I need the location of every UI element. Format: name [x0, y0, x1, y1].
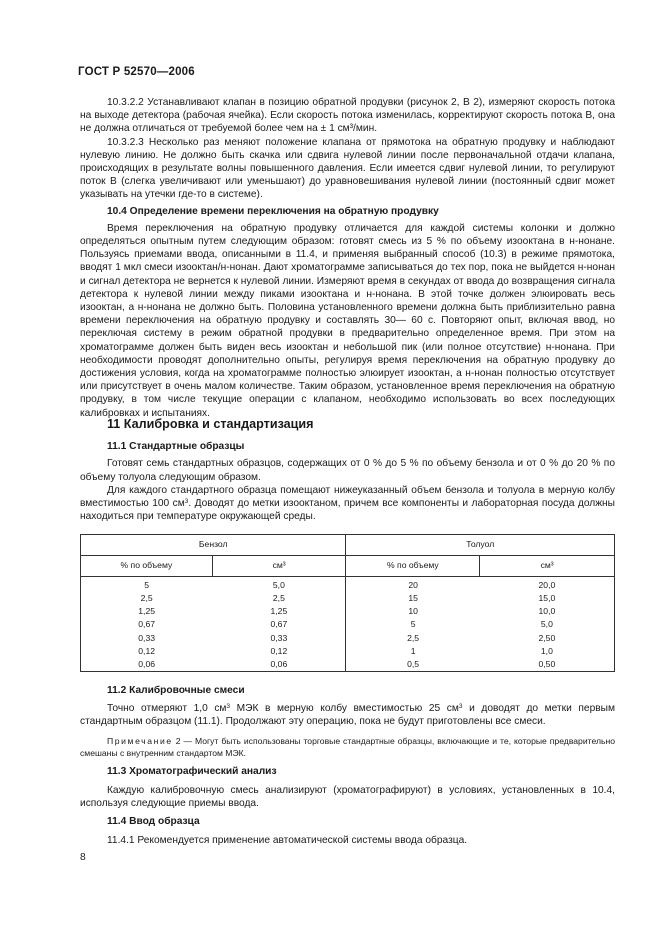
cell-benzene-pct: 0,12 — [81, 645, 213, 658]
section-11 — [80, 418, 615, 523]
col-benzene-cm3: см³ — [212, 556, 346, 577]
cell-benzene-pct: 5 — [81, 577, 213, 593]
col-toluene-cm3: см³ — [480, 556, 615, 577]
table-row — [81, 577, 615, 593]
paragraph-11-1-a: Готовят семь стандартных образцов, содержащих от 0 % до 5 % по объему бензола и от 0 % до 20 % по объему толуола следующим образом. — [80, 458, 615, 483]
col-benzene-pct: % по объему — [81, 556, 213, 577]
cell-toluene-pct: 15 — [346, 592, 480, 605]
cell-benzene-cm3: 5,0 — [272, 580, 285, 591]
cell-benzene-pct: 0,67 — [81, 618, 213, 631]
heading-11-1: 11.1 Стандартные образцы — [107, 441, 245, 453]
paragraph-11-4-1: 11.4.1 Рекомендуется применение автоматической системы ввода образца. — [107, 835, 468, 847]
cell-benzene-cm3: 1,25 — [270, 606, 288, 617]
cell-benzene-pct: 2,5 — [81, 592, 213, 605]
heading-11-2: 11.2 Калибровочные смеси — [107, 685, 245, 696]
paragraph-11-3: Каждую калибровочную смесь анализируют (хроматографируют) в условиях, установленных в 10.4, используя следующие приемы ввода. — [80, 784, 615, 809]
heading-11-3: 11.3 Хроматографический анализ — [107, 766, 277, 778]
cell-toluene-cm3: 1,0 — [480, 645, 615, 658]
cell-benzene-pct: 1,25 — [81, 605, 213, 618]
paragraph-10-3-2-3: 10.3.2.3 Несколько раз меняют положение клапана от прямотока на обратную продувку и наблюдают нулевую линию. Не должно быть скачка или сдвига нулевой линии после первоначальной отдачи клапана, происходящих в результате волны повышенного давления. Если имеется сдвиг нулевой линии, то регулируют поток В (слегка увеличивают или уменьшают) до уравновешивания нулевой линии (постоянный сдвиг может указывать на утечки где-то в системе). — [80, 136, 615, 201]
cell-toluene-pct: 2,5 — [346, 632, 480, 645]
cell-benzene-cm3: 0,33 — [270, 632, 288, 643]
cell-toluene-cm3: 0,50 — [480, 658, 615, 672]
cell-toluene-pct: 20 — [346, 577, 480, 593]
cell-benzene-pct: 0,06 — [81, 658, 213, 672]
cell-benzene-cm3: 0,06 — [212, 658, 346, 672]
table-row — [81, 632, 615, 645]
cell-toluene-pct: 0,5 — [346, 658, 480, 672]
table-row — [81, 645, 615, 658]
heading-11-4: 11.4 Ввод образца — [107, 816, 200, 828]
paragraph-11-1-b: Для каждого стандартного образца помещают нижеуказанный объем бензола и толуола в мерную колбу вместимостью 100 $см^3$. Доводят до метки изооктаном, причем все компоненты и лабораторная посуда должны находиться при температуре окружающей среды. — [80, 484, 615, 523]
table-row — [81, 618, 615, 631]
group-header-benzene: Бензол — [81, 535, 346, 556]
cell-toluene-cm3: 15,0 — [480, 592, 615, 605]
paragraph-10-3-2-2: 10.3.2.2 Устанавливают клапан в позицию обратной продувки (рисунок 2, В 2), измеряют скорость потока на выходе детектора (рабочая ячейка). Если скорость потока изменилась, корректируют скорость потока В, она не должна отличаться от требуемой более чем на ± 1 см³/мин. — [80, 97, 615, 135]
table-row — [81, 592, 615, 605]
cell-toluene-cm3: 10,0 — [480, 605, 615, 618]
group-header-toluene: Толуол — [346, 535, 615, 556]
cell-benzene-cm3: 0,67 — [270, 619, 288, 630]
heading-section-11: 11 Калибровка и стандартизация — [107, 417, 314, 431]
page-number: 8 — [80, 852, 86, 863]
cell-toluene-cm3: 5,0 — [480, 618, 615, 631]
table-row — [81, 605, 615, 618]
cell-toluene-pct: 1 — [346, 645, 480, 658]
note-2: Примечание 2 — Могут быть использованы торговые стандартные образцы, включающие и те, которые предварительно смешаны с внутренним стандартом МЭК. — [80, 735, 615, 759]
paragraph-10-4: Время переключения на обратную продувку отличается для каждой системы колонки и должно определяться опытным путем следующим образом: готовят смесь из 5 % по объему изооктана в н-нонане. Пользуясь приемами ввода, описанными в 11.4, и применяя выбранный способ (10.3) в режиме прямотока, вводят 1 мкл смеси изооктан/н-нонан. Дают хроматограмме записываться до тех пор, пока не выйдется н-нонан и сигнал детектора не вернется к нулевой линии. Измеряют время в секундах от ввода до возвращения сигнала детектора к нулевой линии между пиками изооктана и н-нонана. В этой точке должен элюировать весь изооктан, а н-нонана не должно быть. Половина установленного времени должна быть приблизительно равна времени переключения на обратную продувку и составлять 30— 60 с. Повторяют опыт, включая ввод, но переключая систему в режим обратной продувки в предварительно определенное время. При этом на хроматограмме должен быть виден весь изооктан и небольшой пик (или полное отсутствие) н-нонана. При необходимости проводят дополнительно опыты, регулируя время переключения на обратную продувку до достижения условия, когда на хроматограмме полностью элюирует изооктан, а н-нонан полностью отсутствует или присутствует в очень малом количестве. Таким образом, установленное время переключения на обратную продувку, в том числе текущие операции с клапаном, необходимо использовать во всех последующих калибровках и испытаниях. — [80, 222, 615, 419]
standard-header: ГОСТ Р 52570—2006 — [78, 66, 195, 78]
cell-toluene-pct: 10 — [346, 605, 480, 618]
table-group-header — [81, 535, 615, 556]
cell-benzene-cm3: 2,5 — [272, 593, 285, 604]
table-row — [81, 658, 615, 672]
standard-samples-table — [80, 534, 615, 672]
body-text-lower — [80, 684, 615, 847]
heading-10-4: 10.4 Определение времени переключения на обратную продувку — [107, 205, 439, 217]
cell-benzene-cm3: 0,12 — [270, 645, 288, 656]
paragraph-11-2: Точно отмеряют 1,0 $см^3$ МЭК в мерную колбу вместимостью 25 $см^3$ и доводят до метки первым стандартным образцом (11.1). Продолжают эту операцию, пока не будут приготовлены все смеси. — [80, 703, 615, 728]
table-column-header — [81, 556, 615, 577]
cell-toluene-pct: 5 — [346, 618, 480, 631]
body-text-upper — [80, 96, 615, 420]
table-body — [81, 577, 615, 672]
cell-toluene-cm3: 20,0 — [480, 577, 615, 593]
cell-toluene-cm3: 2,50 — [480, 632, 615, 645]
col-toluene-pct: % по объему — [346, 556, 480, 577]
cell-benzene-pct: 0,33 — [81, 632, 213, 645]
